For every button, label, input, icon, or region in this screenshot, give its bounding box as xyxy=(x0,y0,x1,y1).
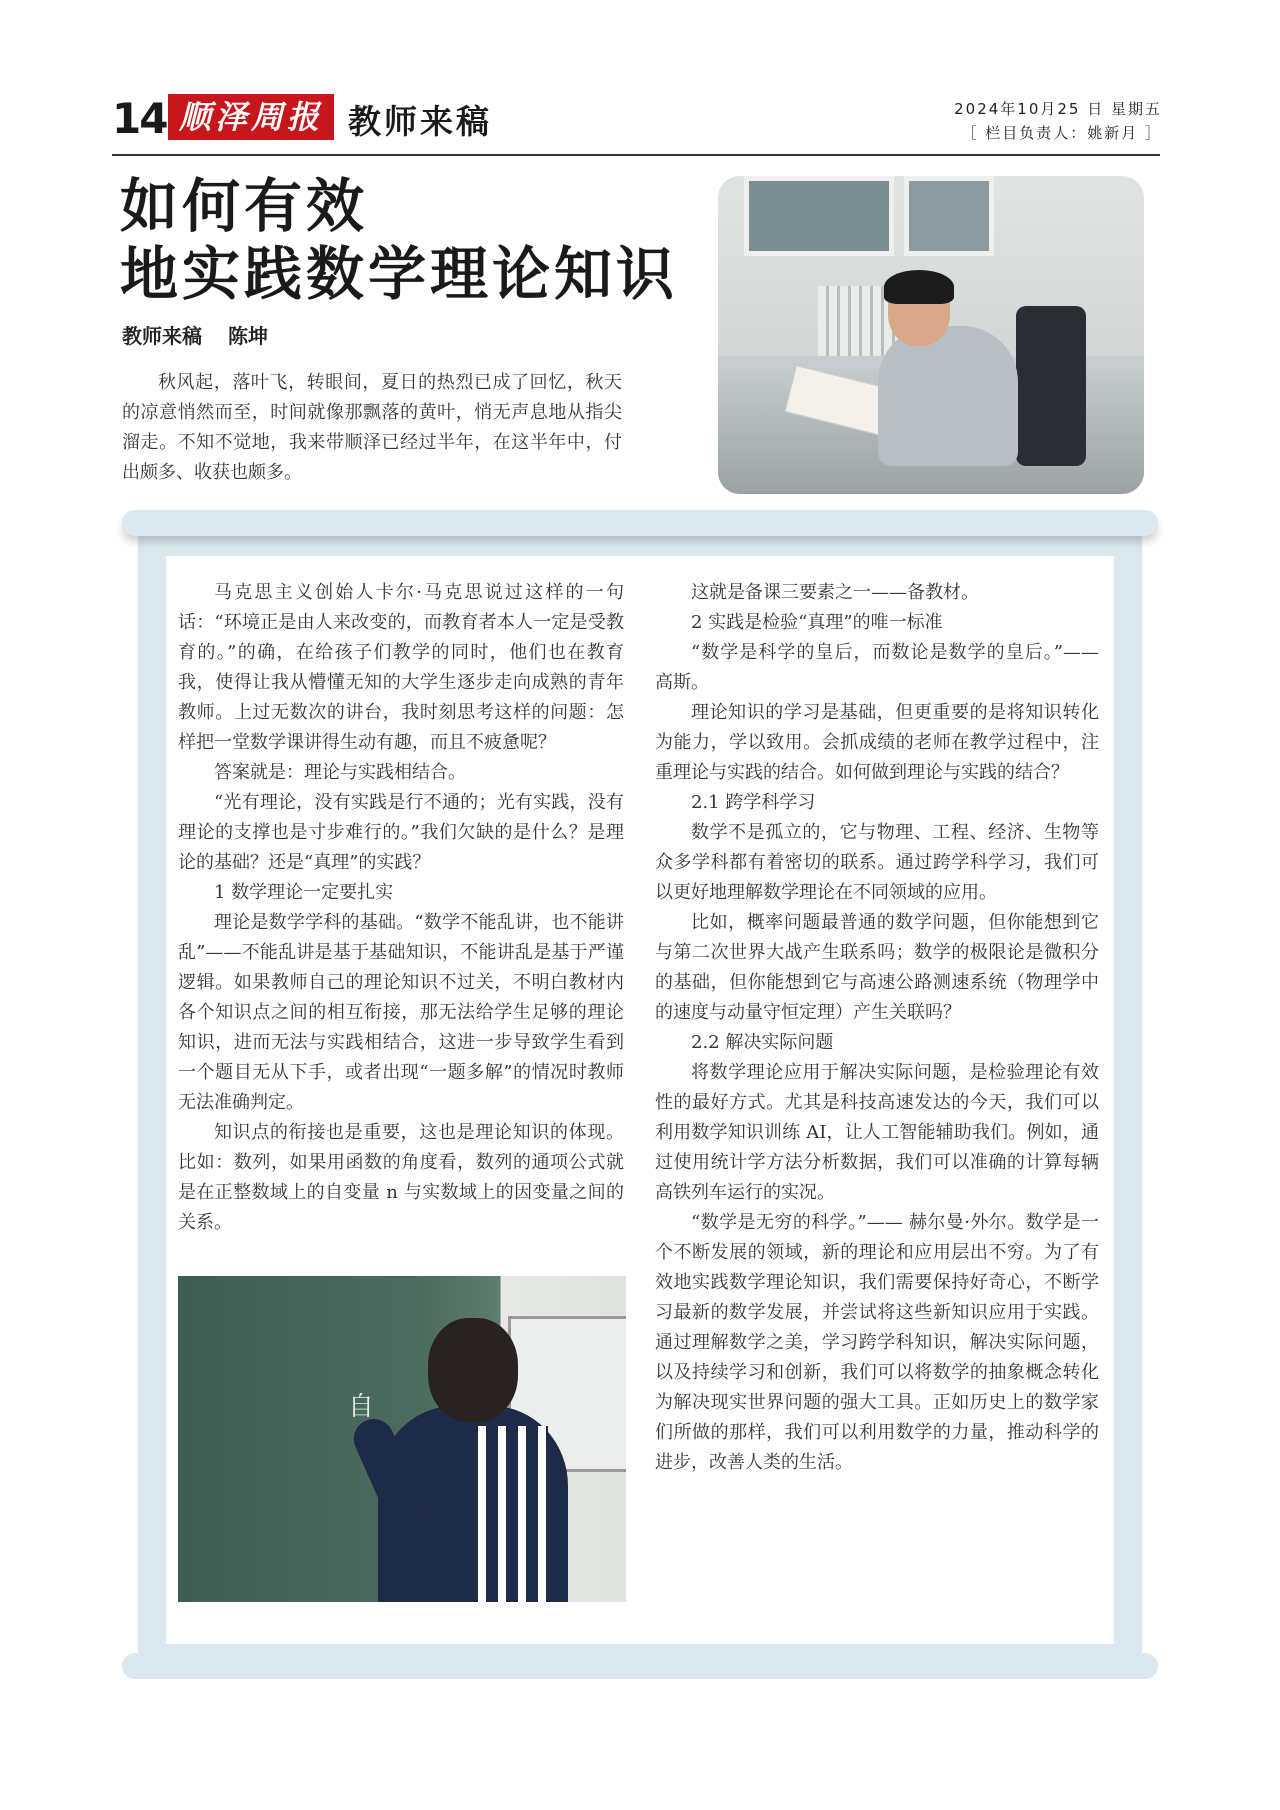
intro-paragraph: 秋风起，落叶飞，转眼间，夏日的热烈已成了回忆，秋天的凉意悄然而至，时间就像那飘落的黄叶，悄无声息地从指尖溜走。不知不觉地，我来带顺泽已经过半年，在这半年中，付出颇多、收获也颇多。 xyxy=(122,372,622,483)
page-header xyxy=(112,90,1162,150)
page-number: 14 xyxy=(112,94,167,143)
title-line-2: 地实践数学理论知识 xyxy=(120,240,679,308)
quote: “数学是科学的皇后，而数论是数学的皇后。”—— 高斯。 xyxy=(655,642,1099,693)
paragraph: 比如，概率问题最普通的数学问题，但你能想到它与第二次世界大战产生联系吗；数学的极限论是微积分的基础，但你能想到它与高速公路测速系统（物理学中的速度与动量守恒定理）产生关联吗？ xyxy=(655,912,1099,1023)
subheading: 2.1 跨学科学习 xyxy=(691,792,816,813)
title-line-1: 如何有效 xyxy=(120,172,369,240)
student-head xyxy=(428,1318,518,1422)
byline-author: 陈坤 xyxy=(228,324,268,348)
column-editor: ［ 栏目负责人：姚新月 ］ xyxy=(961,124,1162,142)
paragraph: 将数学理论应用于解决实际问题，是检验理论有效性的最好方式。尤其是科技高速发达的今天，我们可以利用数学知识训练 AI，让人工智能辅助我们。例如，通过使用统计学方法分析数据，我们可以准确的计算每辆高铁列车运行的实况。 xyxy=(655,1062,1099,1203)
issue-date: 2024年10月25 日 星期五 xyxy=(954,100,1162,118)
chair xyxy=(1016,306,1086,466)
paragraph: 理论知识的学习是基础，但更重要的是将知识转化为能力，学以致用。会抓成绩的老师在教学过程中，注重理论与实践的结合。如何做到理论与实践的结合？ xyxy=(655,702,1099,783)
paragraph: 知识点的衔接也是重要，这也是理论知识的体现。比如：数列，如果用函数的角度看，数列的通项公式就是在正整数域上的自变量 n 与实数域上的因变量之间的关系。 xyxy=(178,1122,624,1233)
paragraph: 答案就是：理论与实践相结合。 xyxy=(214,762,466,783)
right-column xyxy=(655,578,1099,1478)
chalk-writing: 自 xyxy=(348,1392,375,1422)
student-body xyxy=(878,326,1018,466)
byline xyxy=(122,320,294,349)
article-title xyxy=(120,172,678,308)
paragraph: 马克思主义创始人卡尔·马克思说过这样的一句话：“环境正是由人来改变的，而教育者本人一定是受教育的。”的确，在给孩子们教学的同时，他们也在教育我，使得让我从懵懂无知的大学生逐步走向成熟的青年教师。上过无数次的讲台，我时刻思考这样的问题：怎样把一堂数学课讲得生动有趣，而且不疲惫呢？ xyxy=(178,582,624,753)
subheading: 2.2 解决实际问题 xyxy=(691,1032,834,1053)
student-at-blackboard-photo xyxy=(178,1276,626,1602)
paragraph: “光有理论，没有实践是行不通的；光有实践，没有理论的支撑也是寸步难行的。”我们欠缺的是什么？是理论的基础？还是“真理”的实践？ xyxy=(178,792,624,873)
subheading: 2 实践是检验“真理”的唯一标准 xyxy=(691,612,943,633)
scroll-top-bar xyxy=(122,510,1158,536)
student-studying-photo xyxy=(718,176,1144,494)
scroll-bottom-bar xyxy=(122,1653,1158,1679)
left-column xyxy=(178,578,624,1238)
paragraph: 数学不是孤立的，它与物理、工程、经济、生物等众多学科都有着密切的联系。通过跨学科学习，我们可以更好地理解数学理论在不同领域的应用。 xyxy=(655,822,1099,903)
byline-label: 教师来稿 xyxy=(122,324,202,348)
header-divider xyxy=(112,154,1160,156)
section-title: 教师来稿 xyxy=(348,102,492,141)
window xyxy=(904,176,994,256)
subheading: 1 数学理论一定要扎实 xyxy=(214,882,394,903)
paragraph: 理论是数学学科的基础。“数学不能乱讲，也不能讲乱”——不能乱讲是基于基础知识，不能讲乱是基于严谨逻辑。如果教师自己的理论知识不过关，不明白教材内各个知识点之间的相互衔接，那无法给学生足够的理论知识，进而无法与实践相结合，这进一步导致学生看到一个题目无从下手，或者出现“一题多解”的情况时教师无法准确判定。 xyxy=(178,912,624,1113)
paragraph: “数学是无穷的科学。”—— 赫尔曼·外尔。数学是一个不断发展的领域，新的理论和应用层出不穷。为了有效地实践数学理论知识，我们需要保持好奇心，不断学习最新的数学发展，并尝试将这些新知识应用于实践。通过理解数学之美，学习跨学科知识，解决实际问题，以及持续学习和创新，我们可以将数学的抽象概念转化为解决现实世界问题的强大工具。正如历史上的数学家们所做的那样，我们可以利用数学的力量，推动科学的进步，改善人类的生活。 xyxy=(655,1212,1099,1473)
student-hair xyxy=(884,270,954,304)
jacket-stripes xyxy=(478,1426,548,1602)
window xyxy=(744,176,894,256)
paragraph: 这就是备课三要素之一——备教材。 xyxy=(691,582,979,603)
masthead-logo: 顺泽周报 xyxy=(168,94,334,140)
